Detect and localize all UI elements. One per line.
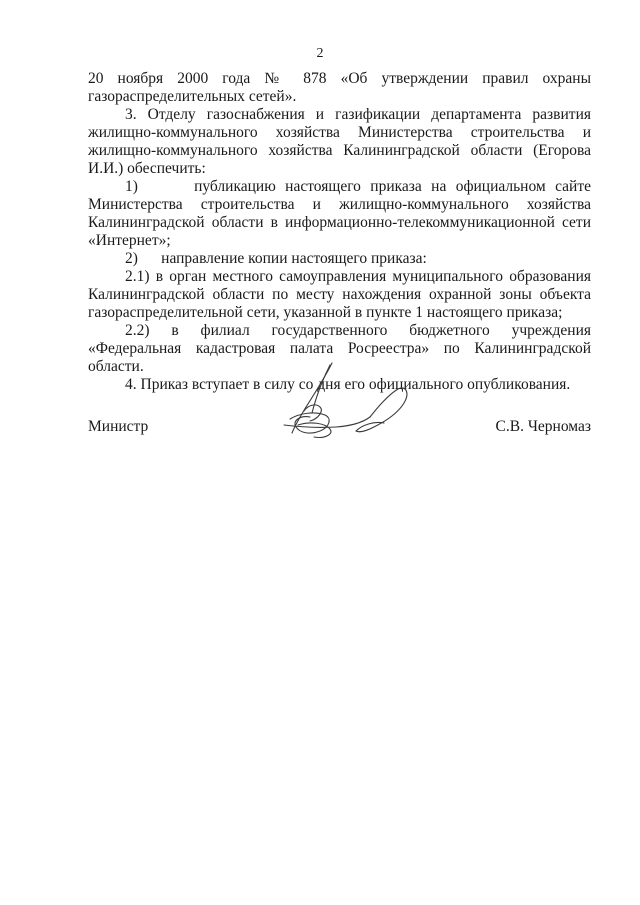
list-item-2-2: 2.2) в филиал государственного бюджетного учреждения «Федеральная кадастровая палата Росреестра» по Калининградской области. [88, 322, 591, 375]
signature-block [88, 418, 591, 438]
list-item-2-number: 2) [125, 250, 138, 267]
list-item-1-text: публикацию настоящего приказа на официальном сайте Министерства строительства и жилищно-коммунального хозяйства Калининградской области в информационно-телекоммуникационной сети «Интернет»; [88, 178, 592, 249]
document-body [88, 70, 591, 394]
list-item-2-1: 2.1) в орган местного самоуправления муниципального образования Калининградской области по месту нахождения охранной зоны объекта газораспределительной сети, указанной в пункте 1 настоящего приказа; [88, 268, 591, 321]
list-item-2 [88, 250, 591, 268]
page-number: 2 [316, 46, 324, 61]
list-item-2-text: направление копии настоящего приказа: [161, 250, 427, 267]
paragraph-continuation: 20 ноября 2000 года № 878 «Об утверждении правил охраны газораспределительных сетей». [88, 70, 591, 105]
paragraph-3: 3. Отделу газоснабжения и газификации департамента развития жилищно-коммунального хозяйства Министерства строительства и жилищно-коммунального хозяйства Калининградской области (Егорова И.И.) обеспечить: [88, 106, 591, 177]
signatory-name: С.В. Черномаз [495, 418, 591, 435]
paragraph-4: 4. Приказ вступает в силу со дня его официального опубликования. [125, 376, 571, 393]
list-item-1-number: 1) [125, 178, 138, 195]
list-item-1 [88, 178, 591, 250]
signatory-title: Министр [88, 418, 149, 435]
